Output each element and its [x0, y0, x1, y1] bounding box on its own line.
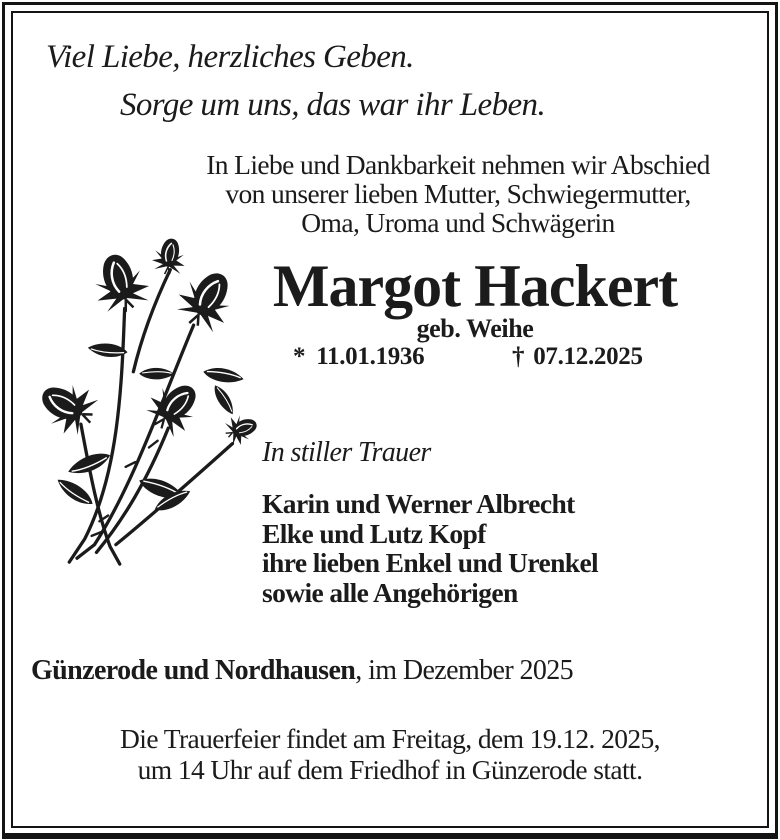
mourner-line: sowie alle Angehörigen: [262, 576, 518, 608]
birth-date-line: [293, 343, 424, 371]
deceased-name: Margot Hackert: [272, 253, 678, 319]
funeral-info: [0, 724, 780, 785]
mourners-list: [262, 489, 598, 607]
verse-line-2: Sorge um uns, das war ihr Leben.: [120, 87, 546, 123]
death-date-line: [512, 343, 643, 371]
place-date-line: [31, 655, 573, 687]
place-date-rest: , im Dezember 2025: [355, 655, 574, 686]
mourner-line: Karin und Werner Albrecht: [262, 488, 575, 519]
intro-line: von unserer lieben Mutter, Schwiegermutter,: [225, 178, 691, 209]
name-block: [135, 255, 780, 317]
death-cross-icon: †: [512, 343, 525, 370]
intro-line: In Liebe und Dankbarkeit nehmen wir Abschied: [206, 149, 710, 180]
maiden-name: geb. Weihe: [416, 314, 534, 343]
mourner-line: ihre lieben Enkel und Urenkel: [262, 547, 599, 578]
funeral-line: Die Trauerfeier findet am Freitag, dem 19.12. 2025,: [120, 723, 660, 754]
verse-line-1: Viel Liebe, herzliches Geben.: [46, 39, 414, 75]
birth-star-icon: *: [293, 343, 306, 370]
intro-line: Oma, Uroma und Schwägerin: [301, 207, 615, 238]
death-date: 07.12.2025: [533, 343, 643, 370]
place-names: Günzerode und Nordhausen: [31, 655, 356, 686]
birth-date: 11.01.1936: [316, 343, 425, 370]
intro-paragraph: [120, 150, 780, 237]
mourner-line: Elke und Lutz Kopf: [262, 517, 486, 549]
funeral-line: um 14 Uhr auf dem Friedhof in Günzerode statt.: [137, 753, 643, 785]
mourning-lead: In stiller Trauer: [262, 437, 431, 468]
